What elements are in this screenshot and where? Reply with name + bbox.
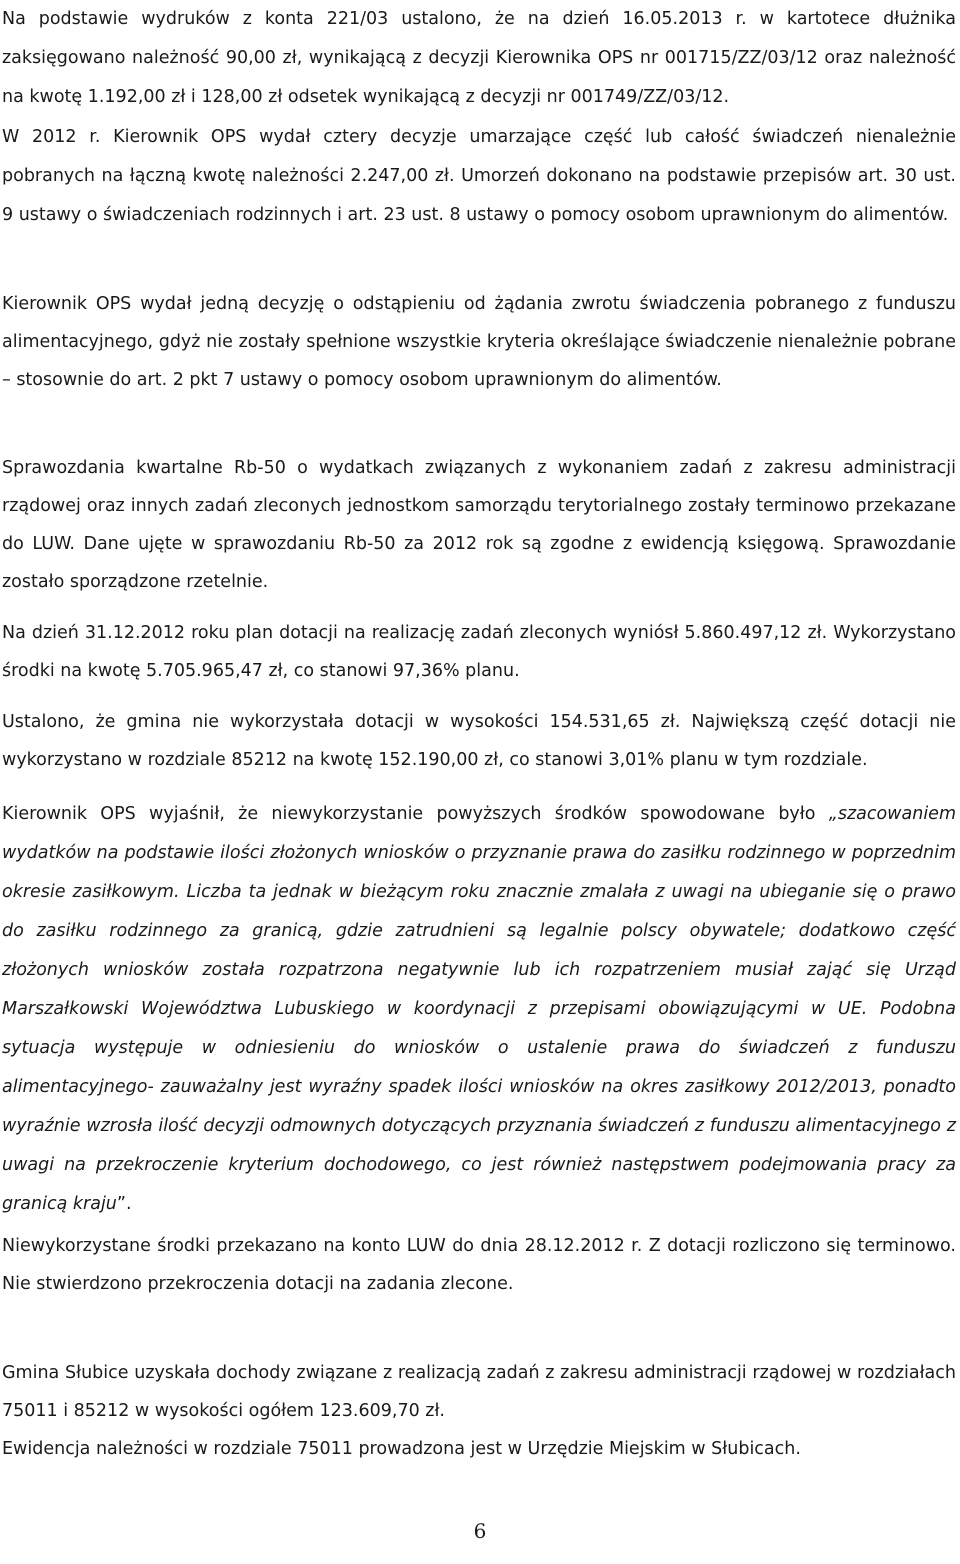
paragraph-income: Gmina Słubice uzyskała dochody związane z realizacją zadań z zakresu administracji rządowej w rozdziałach 75011 i 85212 w wysokości ogółem 123.609,70 zł. [2, 1363, 956, 1421]
page-number: 6 [473, 1519, 487, 1543]
paragraph-grant-plan: Na dzień 31.12.2012 roku plan dotacji na realizację zadań zleconych wyniósł 5.860.497,12 zł. Wykorzystano środki na kwotę 5.705.965,47 zł, co stanowi 97,36% planu. [2, 623, 956, 681]
paragraph-debtor-records: Na podstawie wydruków z konta 221/03 ustalono, że na dzień 16.05.2013 r. w kartotece dłużnika zaksięgowano należność 90,00 zł, wynikającą z decyzji Kierownika OPS nr 001715/ZZ/03/12 oraz należność na kwotę 1.192,00 zł i 128,00 zł odsetek wynikającą z decyzji nr 001749/ZZ/03/12. [2, 9, 956, 107]
paragraph-waiver-decision: Kierownik OPS wydał jedną decyzję o odstąpieniu od żądania zwrotu świadczenia pobranego z funduszu alimentacyjnego, gdyż nie zostały spełnione wszystkie kryteria określające świadczenie nienależnie pobrane – stosownie do art. 2 pkt 7 ustawy o pomocy osobom uprawnionym do alimentów. [2, 294, 956, 390]
explanation-quote-end: ”. [116, 1194, 132, 1214]
paragraph-remission-decisions: W 2012 r. Kierownik OPS wydał cztery decyzje umarzające część lub całość świadczeń nienależnie pobranych na łączną kwotę należności 2.247,00 zł. Umorzeń dokonano na podstawie przepisów art. 30 ust. 9 ustawy o świadczeniach rodzinnych i art. 23 ust. 8 ustawy o pomocy osobom uprawnionym do alimentów. [2, 127, 956, 225]
paragraph-rb50-reports: Sprawozdania kwartalne Rb-50 o wydatkach związanych z wykonaniem zadań z zakresu administracji rządowej oraz innych zadań zleconych jednostkom samorządu terytorialnego zostały terminowo przekazane do LUW. Dane ujęte w sprawozdaniu Rb-50 za 2012 rok są zgodne z ewidencją księgową. Sprawozdanie zostało sporządzone rzetelnie. [2, 458, 956, 592]
paragraph-ops-explanation [2, 795, 956, 1224]
paragraph-unused-grant: Ustalono, że gmina nie wykorzystała dotacji w wysokości 154.531,65 zł. Największą część dotacji nie wykorzystano w rozdziale 85212 na kwotę 152.190,00 zł, co stanowi 3,01% planu w tym rozdziale. [2, 712, 956, 770]
paragraph-records-location: Ewidencja należności w rozdziale 75011 prowadzona jest w Urzędzie Miejskim w Słubicach. [2, 1439, 801, 1459]
explanation-intro: Kierownik OPS wyjaśnił, że niewykorzystanie powyższych środków spowodowane było [2, 804, 829, 824]
paragraph-returned-funds: Niewykorzystane środki przekazano na konto LUW do dnia 28.12.2012 r. Z dotacji rozliczono się terminowo. Nie stwierdzono przekroczenia dotacji na zadania zlecone. [2, 1236, 956, 1294]
explanation-quote: „szacowaniem wydatków na podstawie ilości złożonych wniosków o przyznanie prawa do zasiłku rodzinnego w poprzednim okresie zasiłkowym. Liczba ta jednak w bieżącym roku znacznie zmalała z uwagi na ubieganie się o prawo do zasiłku rodzinnego za granicą, gdzie zatrudnieni są legalnie polscy obywatele; dodatkowo część złożonych wniosków została rozpatrzona negatywnie lub ich rozpatrzeniem musiał zająć się Urząd Marszałkowski Województwa Lubuskiego w koordynacji z przepisami obowiązującymi w UE. Podobna sytuacja występuje w odniesieniu do wniosków o ustalenie prawa do świadczeń z funduszu alimentacyjnego- zauważalny jest wyraźny spadek ilości wniosków na okres zasiłkowy 2012/2013, ponadto wyraźnie wzrosła ilość decyzji odmownych dotyczących przyznania świadczeń z funduszu alimentacyjnego z uwagi na przekroczenie kryterium dochodowego, co jest również następstwem podejmowania pracy za granicą kraju [2, 804, 956, 1214]
